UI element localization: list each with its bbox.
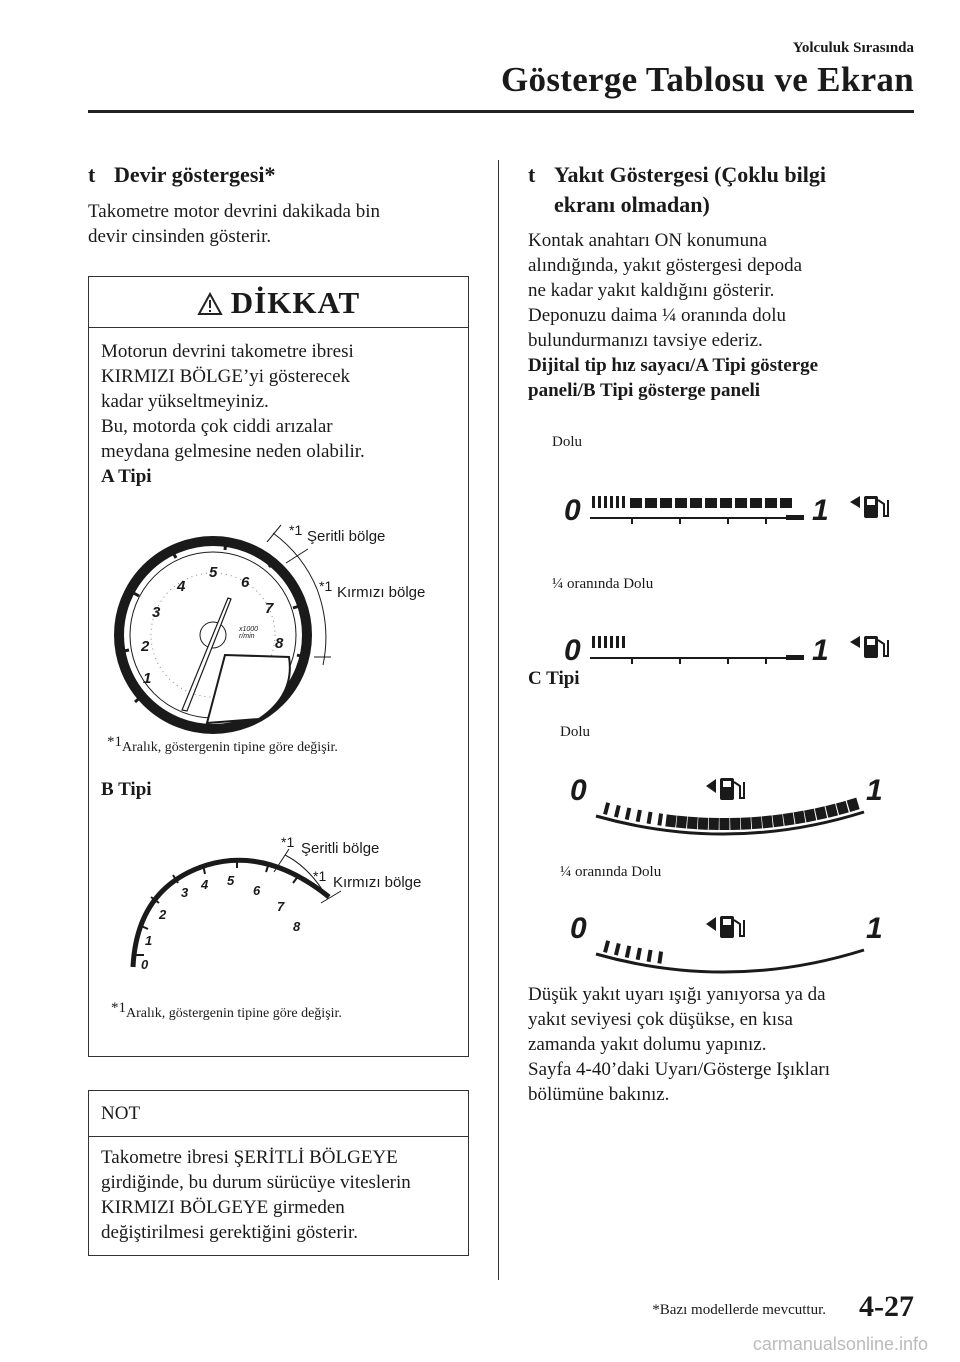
fuel-segment (616, 636, 619, 648)
fuel-segment (730, 818, 740, 830)
dial-number: 5 (209, 564, 218, 581)
fuel-level-segments (603, 940, 663, 964)
arrow-left-icon (706, 779, 716, 793)
gauge-type-subhead: paneli/B Tipi gösterge paneli (528, 380, 761, 401)
fuel-segment (603, 940, 610, 953)
text-line: Deponuzu daima ¼ oranında dolu (528, 305, 787, 326)
fuel-segment (794, 811, 806, 825)
fuel-segment (772, 814, 783, 827)
fuel-segment (709, 818, 719, 830)
caution-title: DİKKAT (230, 285, 361, 320)
dial-unit: x1000 (239, 626, 259, 633)
text-line: girdiğinde, bu durum sürücüye viteslerin (101, 1172, 411, 1193)
b-dial-number: 0 (141, 957, 149, 972)
fuel-segment (592, 636, 595, 648)
warning-triangle-icon (197, 286, 223, 338)
star-mark: *1 (313, 868, 327, 884)
arrow-left-icon (850, 636, 860, 648)
fuel-segment (719, 818, 729, 830)
fuel-level-segments (592, 496, 792, 508)
text-line: ne kadar yakıt kaldığını gösterir. (528, 280, 775, 301)
footnote-b (111, 1000, 342, 1022)
text-line: Takometre motor devrini dakikada bin (88, 201, 381, 222)
fuel-segment (614, 805, 621, 818)
footnote-a (107, 734, 338, 756)
b-dial-number: 7 (277, 899, 285, 914)
fuel-segment (647, 950, 653, 962)
footnote-text: Aralık, göstergenin tipine göre değişir. (122, 740, 338, 755)
dial-number: 6 (241, 574, 250, 591)
text-line: alındığında, yakıt göstergesi depoda (528, 255, 803, 276)
fuel-segment (815, 806, 827, 820)
fuel-segment (780, 498, 792, 508)
fuel-pump-icon (864, 496, 888, 518)
fuel-segment (625, 807, 631, 820)
text-line: Düşük yakıt uyarı ışığı yanıyorsa ya da (528, 984, 826, 1005)
fuel-level-segments (592, 636, 625, 648)
star-mark: *1 (111, 1000, 126, 1016)
fuel-segment (687, 817, 698, 830)
fuel-segment (665, 814, 676, 827)
text-line: yakıt seviyesi çok düşükse, en kısa (528, 1009, 793, 1030)
star-mark: *1 (289, 522, 303, 538)
tachometer-intro (88, 199, 380, 249)
red-zone-label: Kırmızı bölge (333, 874, 422, 891)
fuel-segment (645, 498, 657, 508)
b-dial-number: 8 (293, 919, 301, 934)
text-line: Takometre ibresi ŞERİTLİ BÖLGEYE (101, 1147, 398, 1168)
label-quarter-c: ¼ oranında Dolu (560, 864, 662, 880)
dial-number: 1 (143, 670, 152, 687)
caution-text (101, 339, 365, 489)
b-dial-number: 4 (201, 877, 209, 892)
gauge-type-subhead: Dijital tip hız sayacı/A Tipi gösterge (528, 355, 819, 376)
header-rule (88, 110, 914, 113)
gauge-empty-mark: 0 (564, 634, 581, 667)
fuel-segment (592, 496, 595, 508)
curved-gauge-baseline (596, 950, 864, 972)
star-mark: *1 (281, 834, 295, 850)
fuel-segment (614, 943, 621, 956)
gauge-scale-end (786, 655, 804, 660)
text-line: bulundurmanızı tavsiye ederiz. (528, 330, 763, 351)
fuel-pump-icon (720, 778, 744, 800)
fuel-segment (630, 498, 642, 508)
fuel-segment (603, 802, 610, 815)
fuel-segment (705, 498, 717, 508)
dial-number: 7 (265, 600, 274, 617)
note-box (88, 1090, 469, 1256)
fuel-segment (622, 496, 625, 508)
b-dial-number: 1 (145, 933, 153, 948)
text-line: Sayfa 4-40’daki Uyarı/Gösterge Işıkları (528, 1059, 830, 1080)
column-divider (498, 160, 499, 1280)
text-line: kadar yükseltmeyiniz. (101, 391, 269, 412)
fuel-gauge-heading (528, 160, 826, 220)
text-line: devir cinsinden gösterir. (88, 226, 272, 247)
fuel-segment (690, 498, 702, 508)
tachometer-heading (88, 160, 276, 190)
gauge-empty-mark: 0 (570, 774, 587, 807)
text-line: bölümüne bakınız. (528, 1084, 670, 1105)
dial-number: 4 (177, 578, 186, 595)
note-text (101, 1145, 411, 1245)
text-line: meydana gelmesine neden olabilir. (101, 441, 365, 462)
fuel-segment (636, 810, 642, 823)
fuel-segment (751, 816, 762, 829)
arrow-left-icon (706, 917, 716, 931)
dial-display-panel (207, 655, 290, 723)
digital-fuel-gauge-quarter (560, 622, 910, 670)
fuel-segment (610, 496, 613, 508)
b-dial-number: 2 (159, 907, 167, 922)
red-zone-label: Kırmızı bölge (337, 584, 426, 601)
watermark: carmanualsonline.info (752, 1334, 928, 1354)
note-title: NOT (89, 1091, 468, 1137)
fuel-segment (804, 809, 816, 823)
text-line: KIRMIZI BÖLGE’yi gösterecek (101, 366, 351, 387)
text-line: Bu, motorda çok ciddi arızalar (101, 416, 333, 437)
text-line: zamanda yakıt dolumu yapınız. (528, 1034, 767, 1055)
fuel-segment (598, 636, 601, 648)
fuel-segment (836, 801, 849, 815)
fuel-segment (598, 496, 601, 508)
dial-number: 3 (152, 604, 161, 621)
text-line: değiştirilmesi gerektiğini gösterir. (101, 1222, 358, 1243)
fuel-segment (610, 636, 613, 648)
striped-zone-label: Şeritli bölge (307, 528, 386, 545)
arrow-left-icon (850, 496, 860, 508)
dial-number: 8 (275, 635, 284, 652)
tachometer-a-figure (89, 505, 467, 735)
fuel-segment (676, 816, 687, 829)
red-zone-arc (317, 589, 326, 665)
fuel-segment (660, 498, 672, 508)
fuel-segment (762, 815, 773, 828)
page-title: Gösterge Tablosu ve Ekran (501, 60, 914, 99)
fuel-segment (698, 817, 709, 829)
fuel-segment (847, 798, 860, 812)
text-line: KIRMIZI BÖLGEYE girmeden (101, 1197, 345, 1218)
b-dial-number: 3 (181, 885, 189, 900)
fuel-intro (528, 228, 818, 403)
fuel-segment (750, 498, 762, 508)
b-dial-number: 5 (227, 873, 235, 888)
fuel-segment (783, 813, 795, 826)
tachometer-heading-text: Devir göstergesi* (114, 162, 276, 187)
fuel-segment (622, 636, 625, 648)
fuel-segment (604, 636, 607, 648)
fuel-segment (657, 813, 663, 825)
fuel-segment (657, 951, 663, 963)
gauge-full-mark: 1 (812, 494, 829, 527)
type-b-label: B Tipi (101, 779, 152, 800)
section-bullet: t (88, 162, 96, 187)
digital-fuel-gauge-full (560, 482, 910, 530)
dial-unit: r/min (239, 633, 255, 640)
striped-zone-label: Şeritli bölge (301, 840, 380, 857)
fuel-pump-icon (864, 636, 888, 658)
fuel-segment (647, 812, 653, 824)
caution-box (88, 276, 469, 1057)
b-dial-number: 6 (253, 883, 261, 898)
type-a-label: A Tipi (101, 466, 152, 487)
fuel-segment (625, 945, 631, 958)
fuel-segment (741, 817, 752, 829)
fuel-heading-line: Yakıt Göstergesi (Çoklu bilgi (554, 162, 826, 187)
label-full-c: Dolu (560, 724, 590, 740)
star-mark: *1 (107, 734, 122, 750)
gauge-full-mark: 1 (866, 912, 883, 945)
fuel-pump-icon (720, 916, 744, 938)
availability-note: *Bazı modellerde mevcuttur. (652, 1302, 826, 1318)
star-mark: *1 (319, 578, 333, 594)
tachometer-b-figure (89, 817, 467, 977)
fuel-segment (720, 498, 732, 508)
type-c-label: C Tipi (528, 668, 580, 689)
label-quarter-a: ¼ oranında Dolu (552, 576, 654, 592)
fuel-segment (735, 498, 747, 508)
fuel-segment (765, 498, 777, 508)
caution-header (89, 277, 468, 328)
fuel-segment (636, 948, 642, 961)
text-line: Kontak anahtarı ON konumuna (528, 230, 768, 251)
section-bullet: t (528, 162, 536, 187)
label-full-a: Dolu (552, 434, 582, 450)
text-line: Motorun devrini takometre ibresi (101, 341, 354, 362)
page-number: 4-27 (859, 1290, 914, 1323)
gauge-scale-end (786, 515, 804, 520)
curved-fuel-gauge-quarter (560, 902, 900, 982)
gauge-full-mark: 1 (812, 634, 829, 667)
footnote-text: Aralık, göstergenin tipine göre değişir. (126, 1006, 342, 1021)
fuel-outro (528, 982, 830, 1107)
fuel-segment (616, 496, 619, 508)
gauge-empty-mark: 0 (570, 912, 587, 945)
gauge-empty-mark: 0 (564, 494, 581, 527)
fuel-heading-line: ekranı olmadan) (554, 192, 710, 217)
gauge-full-mark: 1 (866, 774, 883, 807)
dial-number: 2 (141, 638, 150, 655)
section-name: Yolculuk Sırasında (792, 40, 914, 56)
fuel-segment (825, 804, 838, 818)
fuel-segment (675, 498, 687, 508)
curved-fuel-gauge-full (560, 764, 900, 844)
fuel-segment (604, 496, 607, 508)
